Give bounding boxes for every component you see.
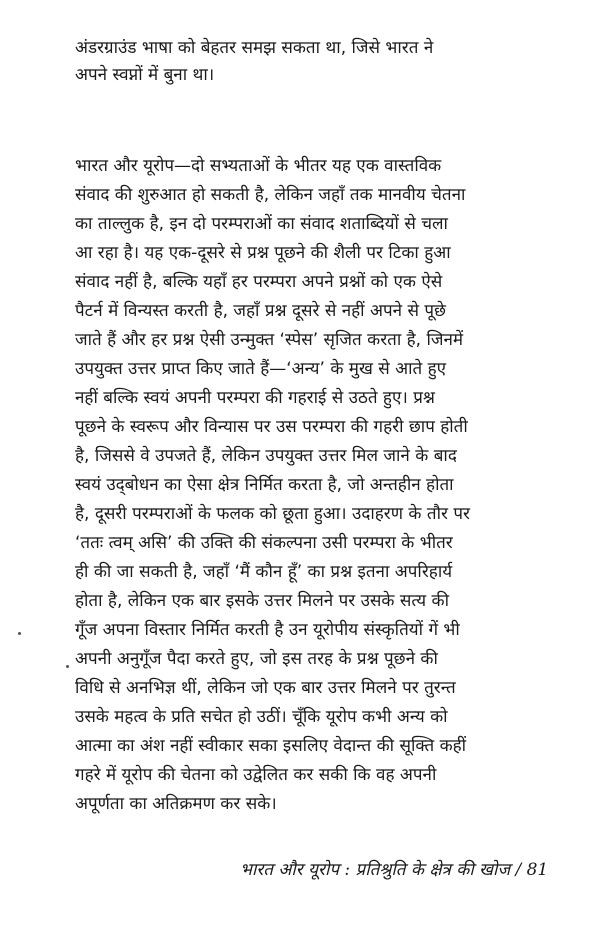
text-line: गूँज अपना विस्तार निर्मित करती है उन यूरोपीय संस्कृतियों गें भी	[75, 620, 460, 640]
text-line: है, जिससे वे उपजते हैं, लेकिन उपयुक्त उत्तर मिल जाने के बाद	[75, 446, 457, 466]
text-line: पूछने के स्वरूप और विन्यास पर उस परम्परा की गहरी छाप होती	[75, 417, 468, 437]
text-line: आत्मा का अंश नहीं स्वीकार सका इसलिए वेदान्त की सूक्ति कहीं	[75, 736, 467, 756]
text-line: भारत और यूरोप—दो सभ्यताओं के भीतर यह एक वास्तविक	[75, 156, 442, 176]
text-line: उपयुक्त उत्तर प्राप्त किए जाते हैं—‘अन्य’ के मुख से आते हुए	[75, 359, 447, 379]
text-line: ही की जा सकती है, जहाँ ‘मैं कौन हूँ’ का प्रश्न इतना अपरिहार्य	[75, 562, 453, 582]
text-line: अपनी अनुगूँज पैदा करते हुए, जो इस तरह के प्रश्न पूछने की	[75, 649, 438, 669]
text-line: अपने स्वप्नों में बुना था।	[75, 65, 215, 85]
text-line: है, दूसरी परम्पराओं के फलक को छूता हुआ। उदाहरण के तौर पर	[75, 504, 470, 524]
text-line: संवाद की शुरुआत हो सकती है, लेकिन जहाँ तक मानवीय चेतना	[75, 185, 466, 205]
text-line: अंडरग्राउंड भाषा को बेहतर समझ सकता था, जिसे भारत ने	[75, 38, 434, 58]
text-line: का ताल्लुक है, इन दो परम्पराओं का संवाद शताब्दियों से चला	[75, 214, 448, 234]
running-footer: भारत और यूरोप : प्रतिश्रुति के क्षेत्र की खोज / 81	[240, 860, 549, 880]
text-line: होता है, लेकिन एक बार इसके उत्तर मिलने पर उसके सत्य की	[75, 591, 449, 611]
text-line: विधि से अनभिज्ञ थीं, लेकिन जो एक बार उत्तर मिलने पर तुरन्त	[75, 678, 456, 698]
text-line: ‘ततः त्वम् असि’ की उक्ति की संकल्पना उसी परम्परा के भीतर	[75, 533, 453, 553]
text-line: संवाद नहीं है, बल्कि यहाँ हर परम्परा अपने प्रश्नों को एक ऐसे	[75, 272, 443, 292]
scan-speck	[18, 632, 21, 635]
scan-speck	[66, 665, 69, 668]
text-line: अपूर्णता का अतिक्रमण कर सके।	[75, 794, 277, 814]
text-line: स्वयं उद्‌बोधन का ऐसा क्षेत्र निर्मित करता है, जो अन्तहीन होता	[75, 475, 454, 495]
text-line: आ रहा है। यह एक-दूसरे से प्रश्न पूछने की शैली पर टिका हुआ	[75, 243, 451, 263]
text-line: पैटर्न में विन्यस्त करती है, जहाँ प्रश्न दूसरे से नहीं अपने से पूछे	[75, 301, 446, 321]
text-line: नहीं बल्कि स्वयं अपनी परम्परा की गहराई से उठते हुए। प्रश्न	[75, 388, 435, 408]
text-line: गहरे में यूरोप की चेतना को उद्वेलित कर सकी कि वह अपनी	[75, 765, 437, 785]
text-line: जाते हैं और हर प्रश्न ऐसी उन्मुक्त ‘स्पेस’ सृजित करता है, जिनमें	[75, 330, 464, 350]
text-line: उसके महत्व के प्रति सचेत हो उठीं। चूँकि यूरोप कभी अन्य को	[75, 707, 448, 727]
